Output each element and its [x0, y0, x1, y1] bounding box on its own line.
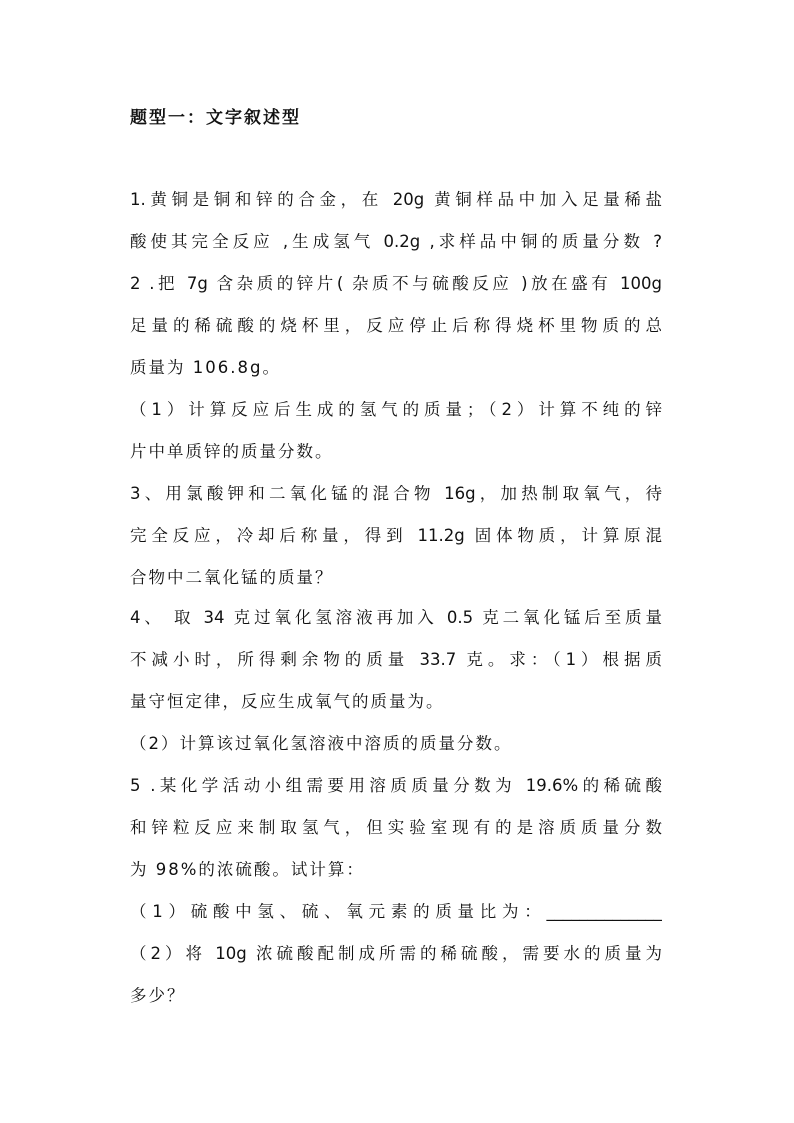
text-line: 1.黄铜是铜和锌的合金，在 20g 黄铜样品中加入足量稀盐: [130, 190, 662, 209]
text-line: 片中单质锌的质量分数。: [130, 442, 334, 461]
text-line: 合物中二氧化锰的质量？: [130, 568, 334, 587]
text-line: 足量的稀硫酸的烧杯里，反应停止后称得烧杯里物质的总: [130, 316, 662, 335]
text-line: 质量为 106.8g。: [130, 358, 281, 377]
text-line: 多少？: [130, 986, 186, 1005]
text-line: 不减小时，所得剩余物的质量 33.7 克。求：（1）根据质: [130, 650, 662, 669]
text-line: 酸使其完全反应 ,生成氢气 0.2g ,求样品中铜的质量分数 ?: [130, 232, 662, 251]
text-line: 量守恒定律，反应生成氧气的质量为。: [130, 692, 445, 711]
section-title: 题型一：文字叙述型: [130, 108, 301, 128]
text-line: 3、用氯酸钾和二氧化锰的混合物 16g，加热制取氧气，待: [130, 484, 662, 503]
text-line: 为 98%的浓硫酸。试计算：: [130, 860, 365, 879]
text-line: 4、 取 34 克过氧化氢溶液再加入 0.5 克二氧化锰后至质量: [130, 608, 662, 627]
text-line: 和锌粒反应来制取氢气，但实验室现有的是溶质质量分数: [130, 818, 662, 837]
text-line: 完全反应，冷却后称量，得到 11.2g 固体物质，计算原混: [130, 526, 662, 545]
text-line: （1）计算反应后生成的氢气的质量；（2）计算不纯的锌: [130, 400, 662, 419]
text-line: （2）将 10g 浓硫酸配制成所需的稀硫酸，需要水的质量为: [130, 944, 662, 963]
text-line: 2 .把 7g 含杂质的锌片( 杂质不与硫酸反应 )放在盛有 100g: [130, 274, 662, 293]
text-line: 5 .某化学活动小组需要用溶质质量分数为 19.6%的稀硫酸: [130, 776, 662, 795]
text-line: （2）计算该过氧化氢溶液中溶质的质量分数。: [130, 734, 513, 753]
text-line: （1）硫酸中氢、硫、氧元素的质量比为：______________: [130, 902, 662, 921]
